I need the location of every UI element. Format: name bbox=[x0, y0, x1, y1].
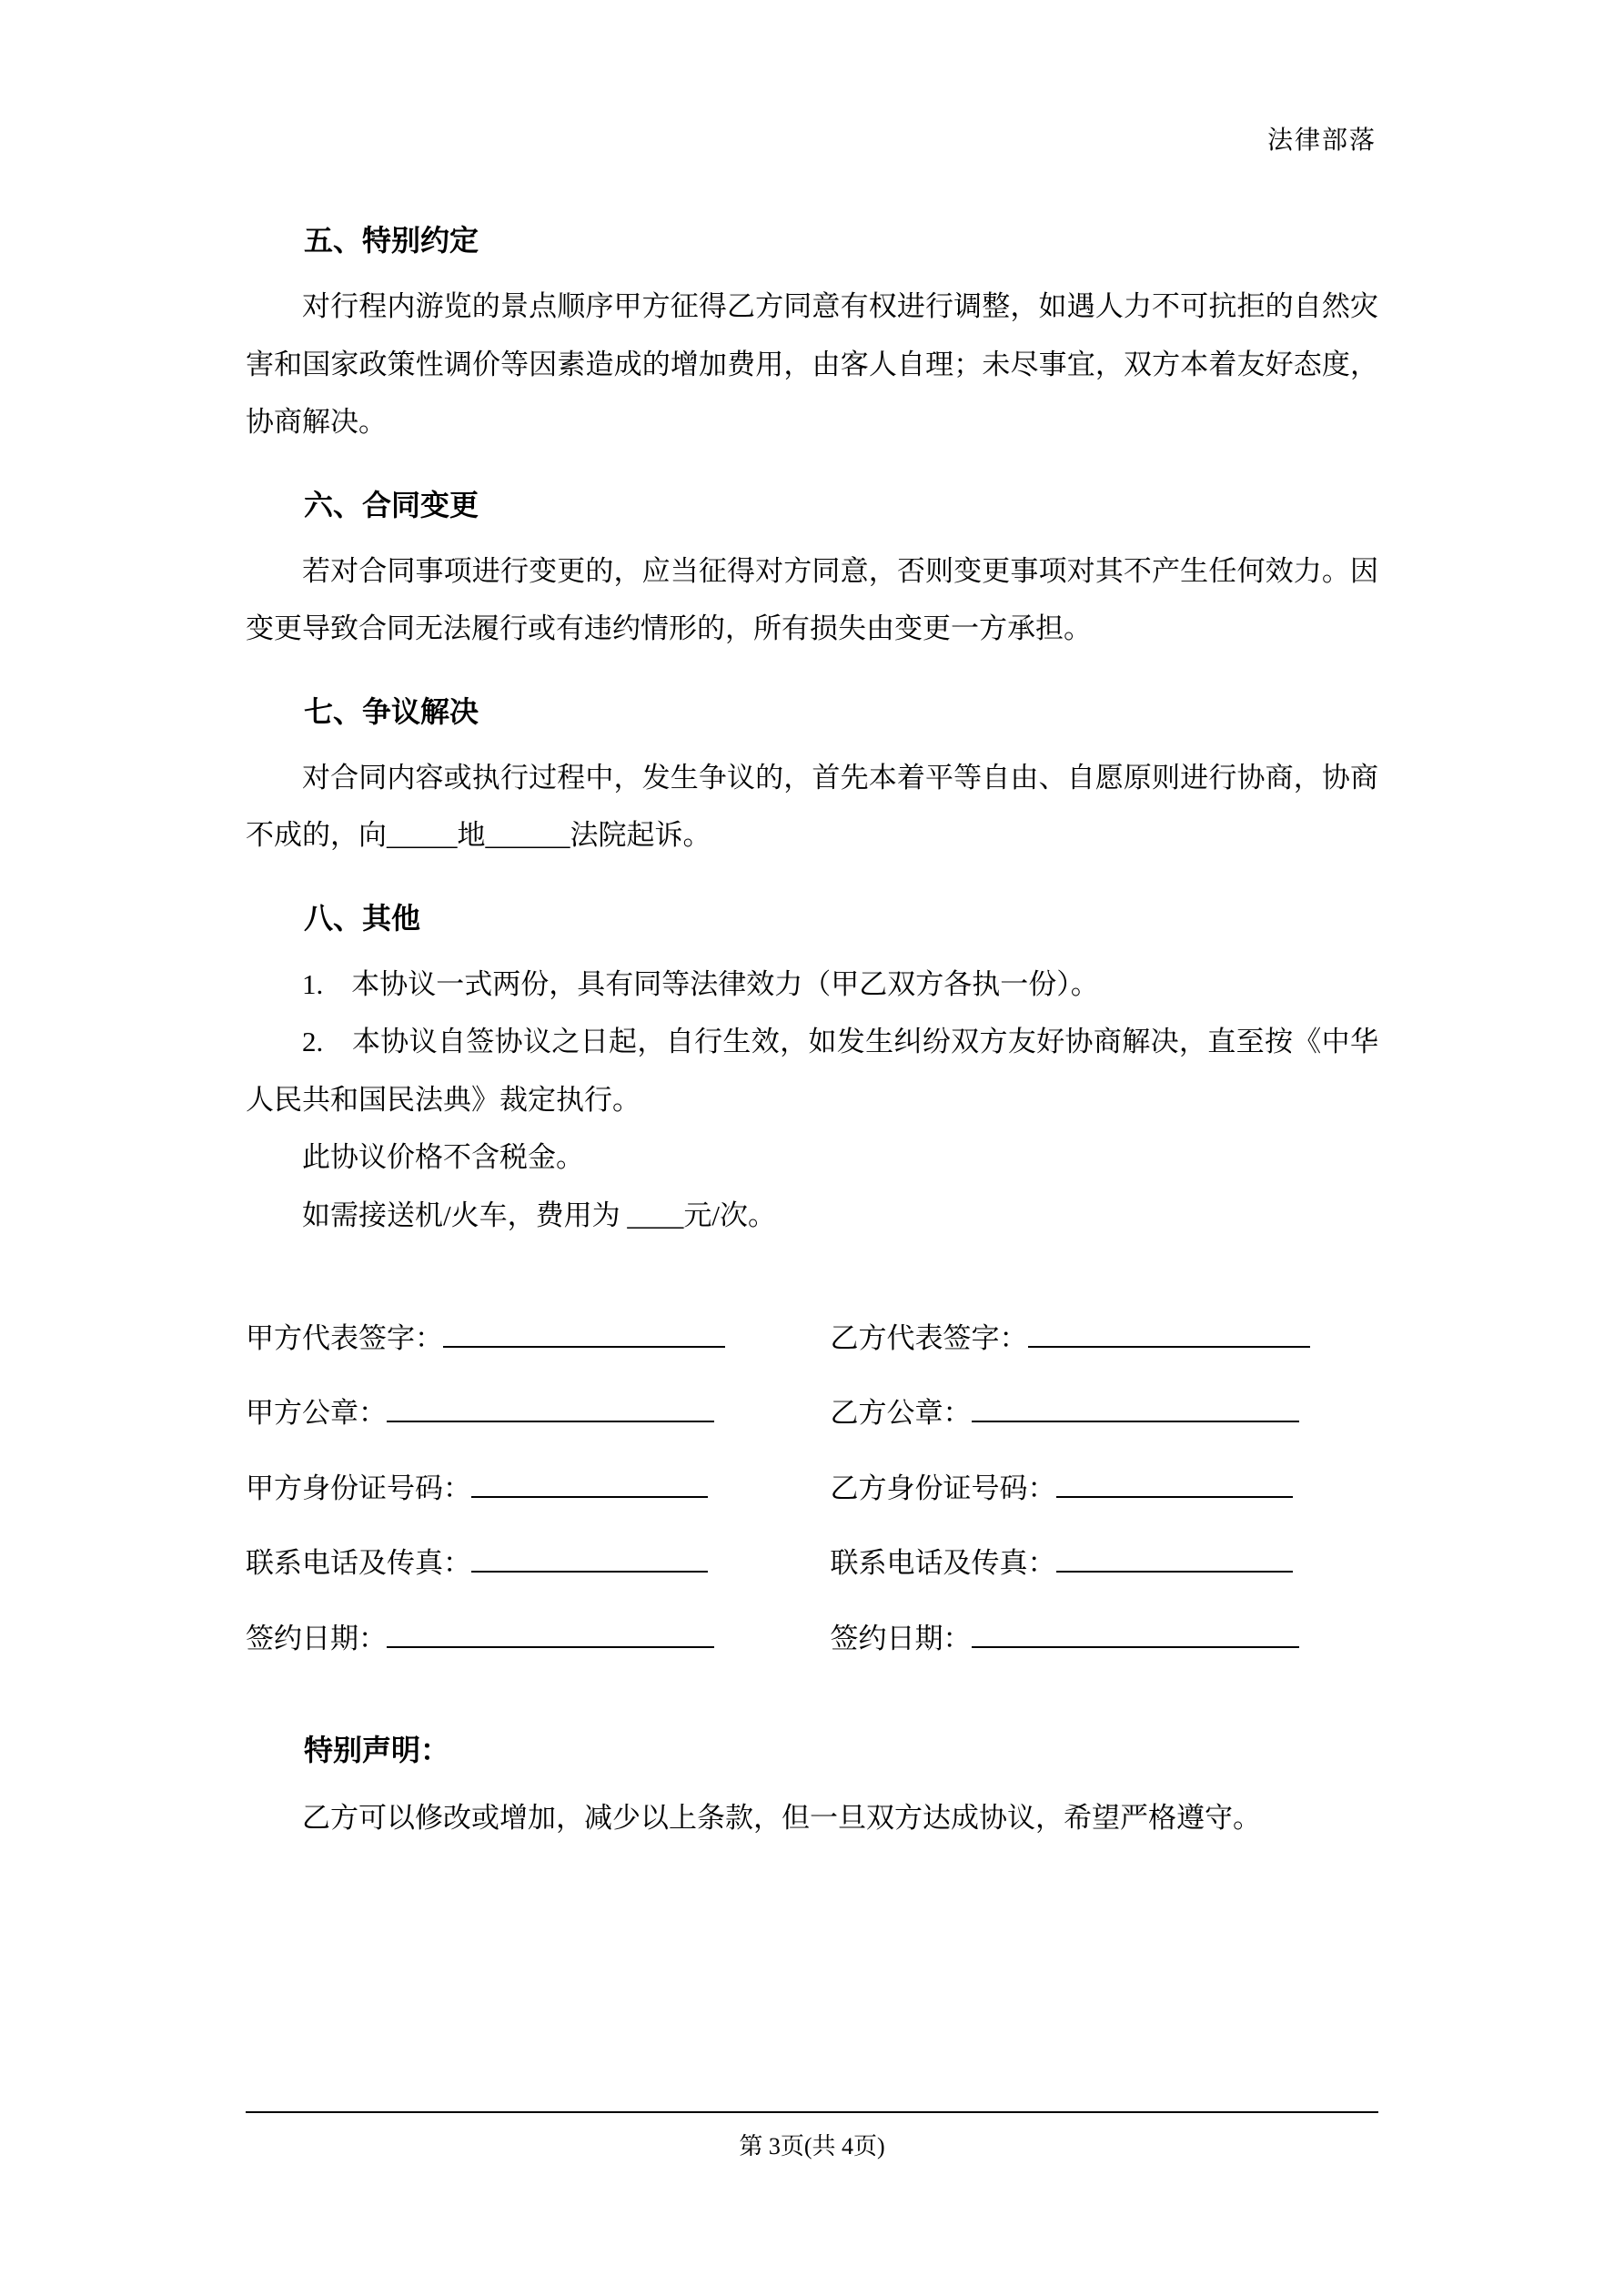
page-footer bbox=[246, 2111, 1378, 2161]
signature-blank-field bbox=[1056, 1470, 1293, 1498]
signature-label: 乙方公章： bbox=[830, 1397, 972, 1430]
signature-label: 签约日期： bbox=[246, 1622, 387, 1654]
signature-label: 乙方代表签字： bbox=[830, 1321, 1028, 1354]
section-contract-change bbox=[246, 482, 1378, 658]
signature-label: 乙方身份证号码： bbox=[830, 1472, 1056, 1504]
signature-label: 甲方代表签字： bbox=[246, 1321, 443, 1354]
signature-blank-field bbox=[972, 1394, 1299, 1422]
signature-blank-field bbox=[443, 1320, 725, 1348]
section-heading: 六、合同变更 bbox=[304, 488, 479, 521]
page-number: 第 3页(共 4页) bbox=[739, 2133, 885, 2159]
signature-blank-field bbox=[471, 1544, 708, 1573]
paragraph: 此协议价格不含税金。 bbox=[302, 1141, 584, 1174]
signature-label: 甲方公章： bbox=[246, 1397, 387, 1430]
signature-label: 联系电话及传真： bbox=[830, 1547, 1056, 1580]
signature-label: 联系电话及传真： bbox=[246, 1547, 471, 1580]
signature-row-party-a-representative bbox=[246, 1318, 794, 1360]
signature-block bbox=[246, 1318, 1378, 1661]
signature-blank-field bbox=[387, 1394, 714, 1422]
section-dispute-resolution bbox=[246, 689, 1378, 865]
footer-divider bbox=[246, 2111, 1378, 2113]
signature-blank-field bbox=[972, 1620, 1299, 1648]
document-content bbox=[246, 187, 1378, 1847]
section-special-agreement bbox=[246, 217, 1378, 451]
signature-row-party-b-phone-fax bbox=[831, 1542, 1379, 1585]
section-heading: 八、其他 bbox=[304, 901, 421, 935]
header-brand: 法律部落 bbox=[1266, 126, 1377, 155]
statement-heading: 特别声明： bbox=[304, 1734, 450, 1767]
signature-row-party-a-seal bbox=[246, 1392, 794, 1435]
signature-row-party-b-representative bbox=[831, 1318, 1379, 1360]
signature-row-party-a-date bbox=[246, 1618, 794, 1661]
signature-row-party-b-seal bbox=[831, 1392, 1379, 1435]
section-special-statement bbox=[246, 1727, 1378, 1847]
signature-label: 签约日期： bbox=[830, 1622, 972, 1654]
paragraph: 2. 本协议自签协议之日起，自行生效，如发生纠纷双方友好协商解决，直至按《中华人民共和国民法典》裁定执行。 bbox=[246, 1026, 1378, 1116]
statement-text: 乙方可以修改或增加，减少以上条款，但一旦双方达成协议，希望严格遵守。 bbox=[302, 1802, 1261, 1835]
paragraph: 对行程内游览的景点顺序甲方征得乙方同意有权进行调整，如遇人力不可抗拒的自然灾害和国家政策性调价等因素造成的增加费用，由客人自理；未尽事宜，双方本着友好态度， 协商解决。 bbox=[246, 290, 1378, 439]
signature-blank-field bbox=[387, 1620, 714, 1648]
signature-row-party-a-phone-fax bbox=[246, 1542, 794, 1585]
signature-row-party-b-date bbox=[831, 1618, 1379, 1661]
paragraph: 对合同内容或执行过程中，发生争议的，首先本着平等自由、自愿原则进行协商，协商不成的，向_____地______法院起诉。 bbox=[246, 761, 1378, 852]
section-other bbox=[246, 895, 1378, 1245]
section-heading: 七、争议解决 bbox=[304, 694, 479, 728]
signature-blank-field bbox=[1056, 1544, 1293, 1573]
signature-blank-field bbox=[1028, 1320, 1310, 1348]
signature-label: 甲方身份证号码： bbox=[246, 1472, 471, 1504]
paragraph: 若对合同事项进行变更的，应当征得对方同意，否则变更事项对其不产生任何效力。因变更导致合同无法履行或有违约情形的，所有损失由变更一方承担。 bbox=[246, 554, 1378, 645]
signature-row-party-b-id-number bbox=[831, 1468, 1379, 1511]
paragraph: 如需接送机/火车，费用为 ____元/次。 bbox=[302, 1199, 776, 1232]
signature-blank-field bbox=[471, 1470, 708, 1498]
paragraph: 1. 本协议一式两份，具有同等法律效力（甲乙双方各执一份）。 bbox=[302, 967, 1099, 1000]
signature-row-party-a-id-number bbox=[246, 1468, 794, 1511]
section-heading: 五、特别约定 bbox=[304, 224, 479, 257]
